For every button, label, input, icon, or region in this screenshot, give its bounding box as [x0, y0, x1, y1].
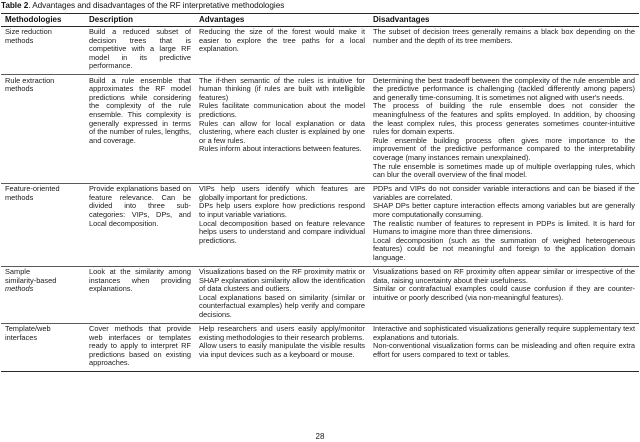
table-row [1, 323, 639, 371]
cell-disadvantages [369, 183, 639, 266]
cell-methodology [1, 75, 85, 184]
cell-methodology [1, 183, 85, 266]
table-caption [0, 0, 640, 13]
cell-disadvantages [369, 323, 639, 371]
disadvantage-item: Visualizations based on RF proximity often appear similar or irrespective of the data, raising uncertainty about their usefulness. [373, 267, 635, 285]
advantage-item: DPs help users explore how predictions respond to input variable variations. [199, 201, 365, 219]
advantage-item: Visualizations based on the RF proximity matrix or SHAP explanation similarity allow the identification of data clusters and outliers. [199, 267, 365, 294]
comparison-table [1, 13, 639, 372]
table-row [1, 75, 639, 184]
disadvantage-item: The rule ensemble is sometimes made up of multiple overlapping rules, which can blur the overall overview of the final model. [373, 161, 635, 180]
table-caption-text: . Advantages and disadvantages of the RF interpretative methodologies [28, 1, 285, 10]
disadvantage-item: Non-conventional visualization forms can be misleading and often require extra effort for users compared to text or tables. [373, 341, 635, 359]
disadvantage-item: PDPs and VIPs do not consider variable interactions and can be biased if the variables are correlated. [373, 184, 635, 202]
page-number: 28 [315, 432, 325, 441]
disadvantage-item: Interactive and sophisticated visualizations generally require supplementary text explanations and tutorials. [373, 324, 635, 342]
table-row [1, 266, 639, 323]
disadvantage-item: The process of building the rule ensemble does not consider the meaningfulness of the features and splits employed. In addition, by choosing the least complex rules, this process generates sometimes counter-intuitive rules for domain experts. [373, 101, 635, 137]
disadvantage-item: Similar or contrafactual examples could cause confusion if they are counter-intuitive or poorly described (via non-meaningful features). [373, 284, 635, 302]
disadvantage-item: The subset of decision trees generally remains a black box depending on the number and the depth of its tree members. [373, 27, 635, 45]
cell-advantages [195, 75, 369, 184]
table-header [1, 14, 639, 27]
methodology-line: Size reduction [5, 27, 52, 37]
advantage-item: Reducing the size of the forest would make it easier to explore the tree paths for a local explanation. [199, 27, 365, 54]
methodology-line: methods [5, 192, 34, 202]
cell-description [85, 183, 195, 266]
methodology-line: Sample [5, 267, 31, 277]
methodology-line: methods [5, 84, 34, 94]
column-header-description: Description [85, 14, 195, 27]
cell-methodology [1, 323, 85, 371]
cell-methodology [1, 26, 85, 74]
methodology-line: methods [5, 35, 34, 45]
table-header-row [1, 14, 639, 27]
cell-advantages [195, 183, 369, 266]
cell-disadvantages [369, 26, 639, 74]
methodology-line: methods [5, 284, 34, 294]
disadvantage-item: Determining the best tradeoff between the complexity of the rule ensemble and the predictive performance is challenging (tackled differently among papers) and generally time-consuming. It is sometimes not aligned with user's needs. [373, 75, 635, 102]
disadvantage-item: Local decomposition (such as the summation of weighed heterogeneous features) could be not meaningful and foreign to the application domain language. [373, 235, 635, 262]
advantage-item: Rules facilitate communication about the model predictions. [199, 101, 365, 119]
cell-advantages [195, 266, 369, 323]
description-text: Provide explanations based on feature relevance. Can be divided into three sub-categories: VIPs, DPs, and Local decomposition. [89, 184, 191, 228]
advantage-item: Help researchers and users easily apply/monitor existing methodologies to their research problems. [199, 324, 365, 342]
advantage-item: The if-then semantic of the rules is intuitive for human thinking (if rules are built with intelligible features) [199, 75, 365, 102]
cell-disadvantages [369, 75, 639, 184]
description-text: Cover methods that provide web interfaces or templates ready to apply to interpret RF predictions based on existing approaches. [89, 324, 191, 368]
description-text: Build a reduced subset of decision trees that is competitive with a large RF model in its predictive performance. [89, 27, 191, 71]
advantage-item: Allow users to easily manipulate the visible results via input devices such as a keyboard or mouse. [199, 341, 365, 359]
advantage-item: Local explanations based on similarity (similar or counterfactual examples) help verify and compare decisions. [199, 292, 365, 319]
cell-disadvantages [369, 266, 639, 323]
column-header-methodologies: Methodologies [1, 14, 85, 27]
disadvantage-item: SHAP DPs better capture interaction effects among variables but are generally more computationally consuming. [373, 201, 635, 219]
cell-advantages [195, 26, 369, 74]
disadvantage-item: Rule ensemble building process often gives more importance to the improvement of the predictive performance compared to the interpretability coverage (many instances remain unexplained). [373, 135, 635, 162]
description-text: Build a rule ensemble that approximates the RF model predictions while considering the complexity of the rule ensemble. This complexity is generally expressed in terms of the number of rules, lengths, and coverage. [89, 75, 191, 145]
table-row [1, 183, 639, 266]
cell-description [85, 75, 195, 184]
methodology-line: Rule extraction [5, 75, 55, 85]
methodology-line: Feature-oriented [5, 184, 60, 194]
advantage-item: VIPs help users identify which features are globally important for predictions. [199, 184, 365, 202]
cell-methodology [1, 266, 85, 323]
advantage-item: Local decomposition based on feature relevance helps users to understand and compare individual predictions. [199, 218, 365, 245]
table-caption-label: Table 2 [1, 1, 29, 10]
column-header-advantages: Advantages [195, 14, 369, 27]
advantage-item: Rules can allow for local explanation or data clustering, where each cluster is explained by one or a few rules. [199, 118, 365, 145]
cell-description [85, 26, 195, 74]
description-text: Look at the similarity among instances when providing explanations. [89, 267, 191, 294]
disadvantage-item: The realistic number of features to represent in PDPs is limited. It is hard for Humans to imagine more than three dimensions. [373, 218, 635, 237]
methodology-line: interfaces [5, 332, 38, 342]
column-header-disadvantages: Disadvantages [369, 14, 639, 27]
cell-description [85, 266, 195, 323]
methodology-line: Template/web [5, 324, 51, 334]
advantage-item: Rules inform about interactions between features. [199, 144, 362, 154]
cell-advantages [195, 323, 369, 371]
table-row [1, 26, 639, 74]
table-body [1, 26, 639, 371]
cell-description [85, 323, 195, 371]
methodology-line: similarity-based [5, 275, 57, 285]
